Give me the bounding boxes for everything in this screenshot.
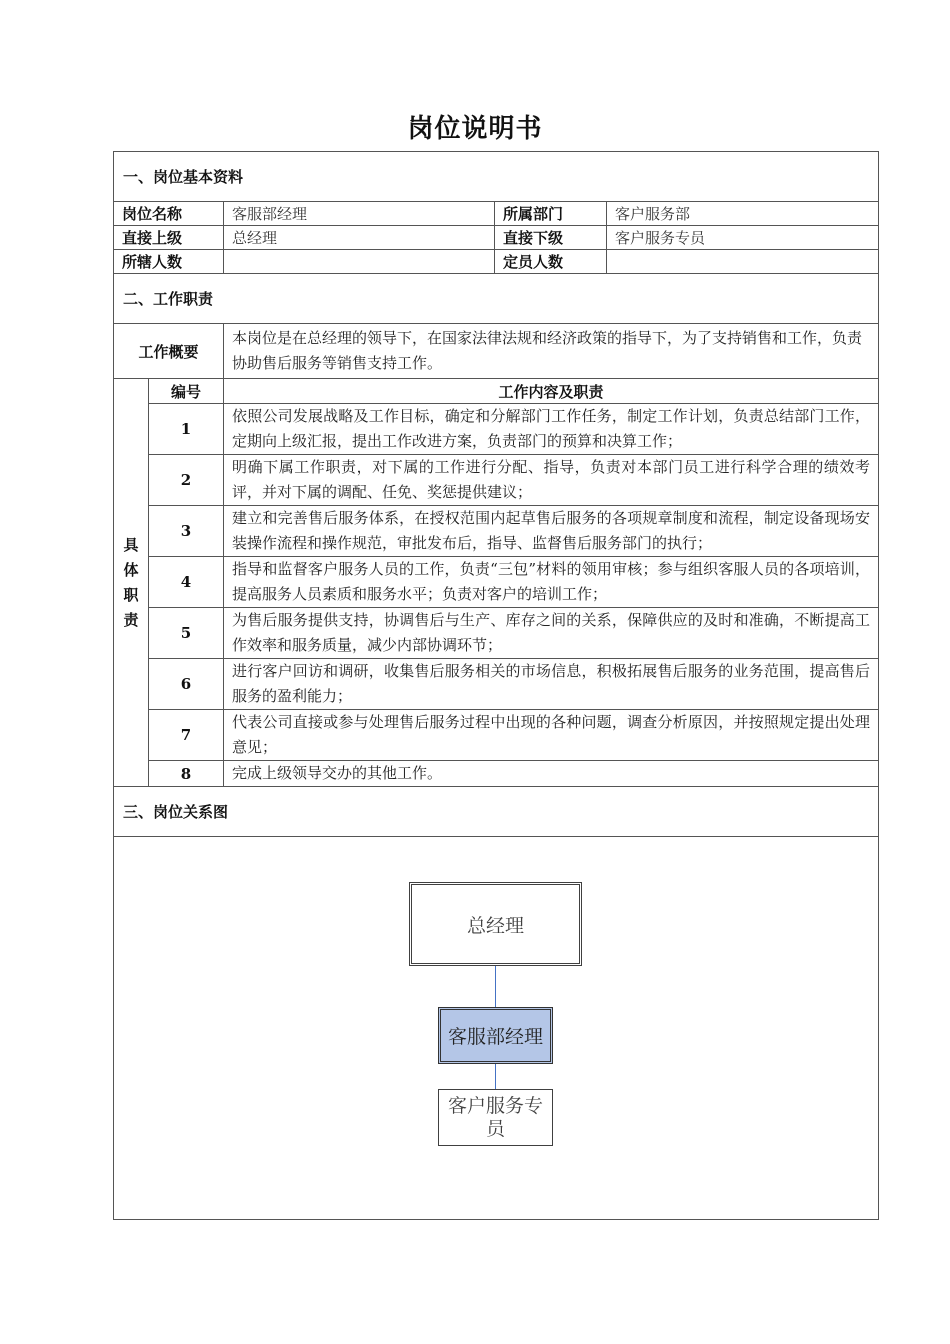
- duty-number: 5: [149, 608, 224, 659]
- table-row: [114, 659, 879, 710]
- table-row: [114, 455, 879, 506]
- table-row: [114, 761, 879, 787]
- duty-text: 代表公司直接或参与处理售后服务过程中出现的各种问题，调查分析原因，并按照规定提出处理意见；: [224, 710, 879, 761]
- duty-number: 1: [149, 404, 224, 455]
- value-staff-count: [224, 250, 495, 274]
- table-row: [114, 710, 879, 761]
- table-row: [114, 506, 879, 557]
- org-node-service-manager: 客服部经理: [438, 1007, 553, 1064]
- duty-text: 进行客户回访和调研，收集售后服务相关的市场信息，积极拓展售后服务的业务范围，提高售后服务的盈利能力；: [224, 659, 879, 710]
- document-title: 岗位说明书: [407, 114, 543, 144]
- value-direct-subordinate: 客户服务专员: [607, 226, 879, 250]
- label-department: 所属部门: [495, 202, 607, 226]
- table-row: [114, 404, 879, 455]
- overview-label: 工作概要: [114, 324, 224, 379]
- org-connector: [495, 966, 496, 1007]
- duty-number: 7: [149, 710, 224, 761]
- column-header-content: 工作内容及职责: [224, 379, 879, 404]
- duty-number: 8: [149, 761, 224, 787]
- label-headcount: 定员人数: [495, 250, 607, 274]
- overview-text: 本岗位是在总经理的领导下，在国家法律法规和经济政策的指导下，为了支持销售和工作，负责协助售后服务等销售支持工作。: [224, 324, 879, 379]
- duty-number: 3: [149, 506, 224, 557]
- label-position-name: 岗位名称: [114, 202, 224, 226]
- value-headcount: [607, 250, 879, 274]
- table-row: [114, 608, 879, 659]
- table-row: [114, 557, 879, 608]
- label-staff-count: 所辖人数: [114, 250, 224, 274]
- duty-text: 建立和完善售后服务体系，在授权范围内起草售后服务的各项规章制度和流程，制定设备现场安装操作流程和操作规范，审批发布后，指导、监督售后服务部门的执行；: [224, 506, 879, 557]
- duty-text: 指导和监督客户服务人员的工作，负责“三包”材料的领用审核；参与组织客服人员的各项培训，提高服务人员素质和服务水平；负责对客户的培训工作；: [224, 557, 879, 608]
- duty-text: 依照公司发展战略及工作目标，确定和分解部门工作任务，制定工作计划，负责总结部门工作，定期向上级汇报，提出工作改进方案，负责部门的预算和决算工作；: [224, 404, 879, 455]
- org-connector: [495, 1064, 496, 1089]
- duty-text: 完成上级领导交办的其他工作。: [224, 761, 879, 787]
- duty-text: 为售后服务提供支持，协调售后与生产、库存之间的关系，保障供应的及时和准确，不断提高工作效率和服务质量，减少内部协调环节；: [224, 608, 879, 659]
- value-direct-superior: 总经理: [224, 226, 495, 250]
- label-direct-superior: 直接上级: [114, 226, 224, 250]
- job-description-table: [113, 151, 879, 1220]
- org-node-general-manager: 总经理: [409, 882, 582, 966]
- section2-heading: 二、工作职责: [114, 274, 879, 324]
- duty-number: 6: [149, 659, 224, 710]
- label-direct-subordinate: 直接下级: [495, 226, 607, 250]
- section1-heading: 一、岗位基本资料: [114, 152, 879, 202]
- section3-heading: 三、岗位关系图: [114, 787, 879, 837]
- value-position-name: 客服部经理: [224, 202, 495, 226]
- duty-number: 4: [149, 557, 224, 608]
- duty-text: 明确下属工作职责，对下属的工作进行分配、指导，负责对本部门员工进行科学合理的绩效考评，并对下属的调配、任免、奖惩提供建议；: [224, 455, 879, 506]
- column-header-number: 编号: [149, 379, 224, 404]
- duties-side-label: 具 体 职 责: [114, 379, 149, 787]
- org-chart-cell: [114, 837, 879, 1220]
- value-department: 客户服务部: [607, 202, 879, 226]
- duty-number: 2: [149, 455, 224, 506]
- org-node-service-specialist: 客户服务专员: [438, 1089, 553, 1146]
- org-chart: [114, 837, 877, 1219]
